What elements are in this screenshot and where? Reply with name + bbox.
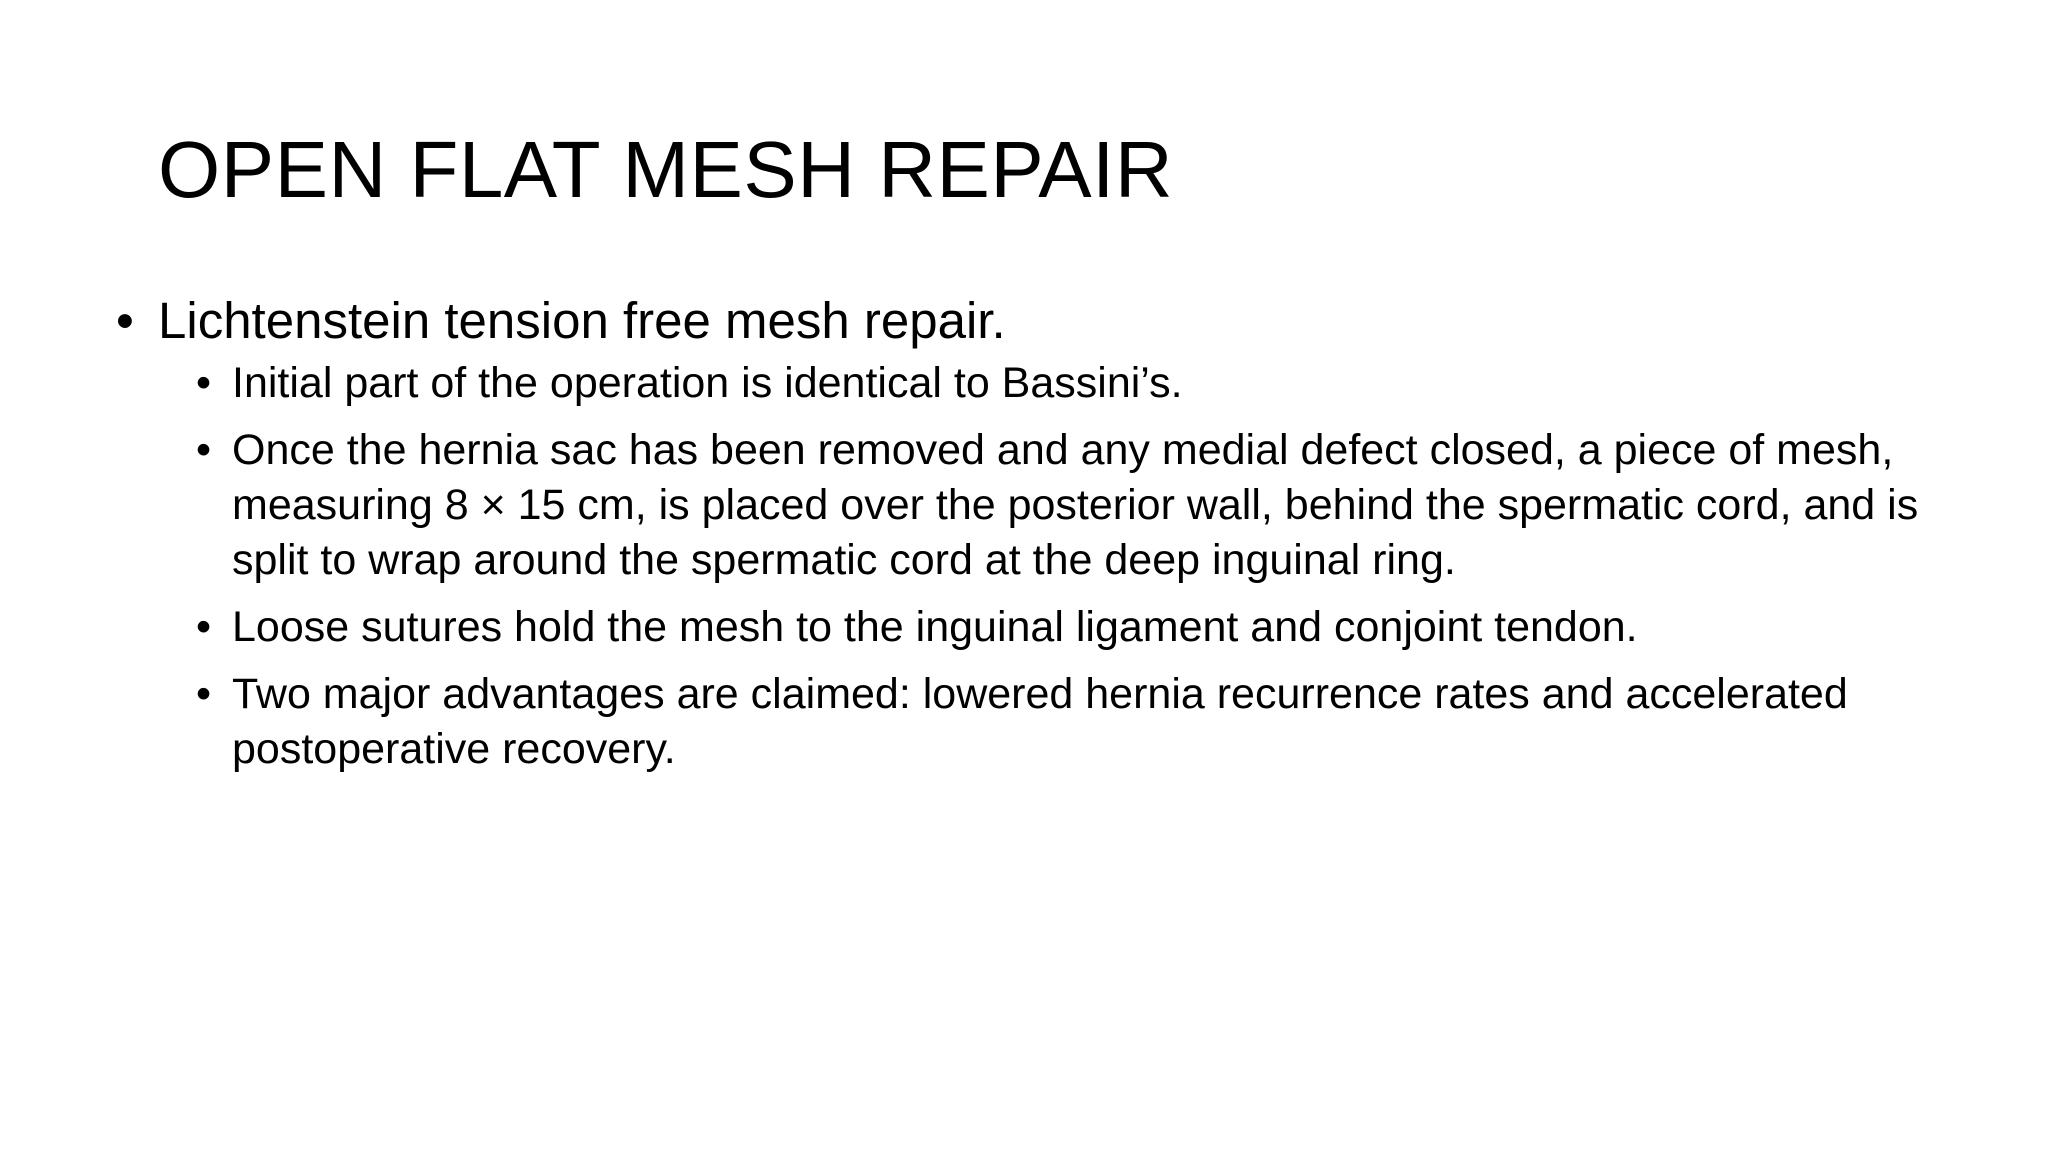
bullet-dot: • [116,292,134,349]
sub-bullet-item [196,356,1956,411]
sub-bullet-list [196,356,1956,777]
sub-bullet-dot: • [196,426,212,474]
slide-title: OPEN FLAT MESH REPAIR [158,125,1174,214]
bullet-text: Lichtenstein tension free mesh repair. [158,292,1006,349]
sub-bullet-text: Two major advantages are claimed: lowered hernia recurrence rates and accelerated postoperative recovery. [232,670,1848,773]
sub-bullet-dot: • [196,359,212,407]
sub-bullet-item [196,667,1956,777]
sub-bullet-text: Initial part of the operation is identical to Bassini’s. [232,359,1183,407]
slide-body [116,286,1956,777]
sub-bullet-item [196,423,1956,588]
sub-bullet-text: Loose sutures hold the mesh to the inguinal ligament and conjoint tendon. [232,603,1638,651]
sub-bullet-dot: • [196,603,212,651]
sub-bullet-dot: • [196,670,212,718]
bullet-item [116,286,1956,356]
sub-bullet-item [196,600,1956,655]
sub-bullet-text: Once the hernia sac has been removed and any medial defect closed, a piece of mesh, measuring 8 × 15 cm, is placed over the posterior wall, behind the spermatic cord, and is split to wrap around the spermatic cord at the deep inguinal ring. [232,426,1919,584]
